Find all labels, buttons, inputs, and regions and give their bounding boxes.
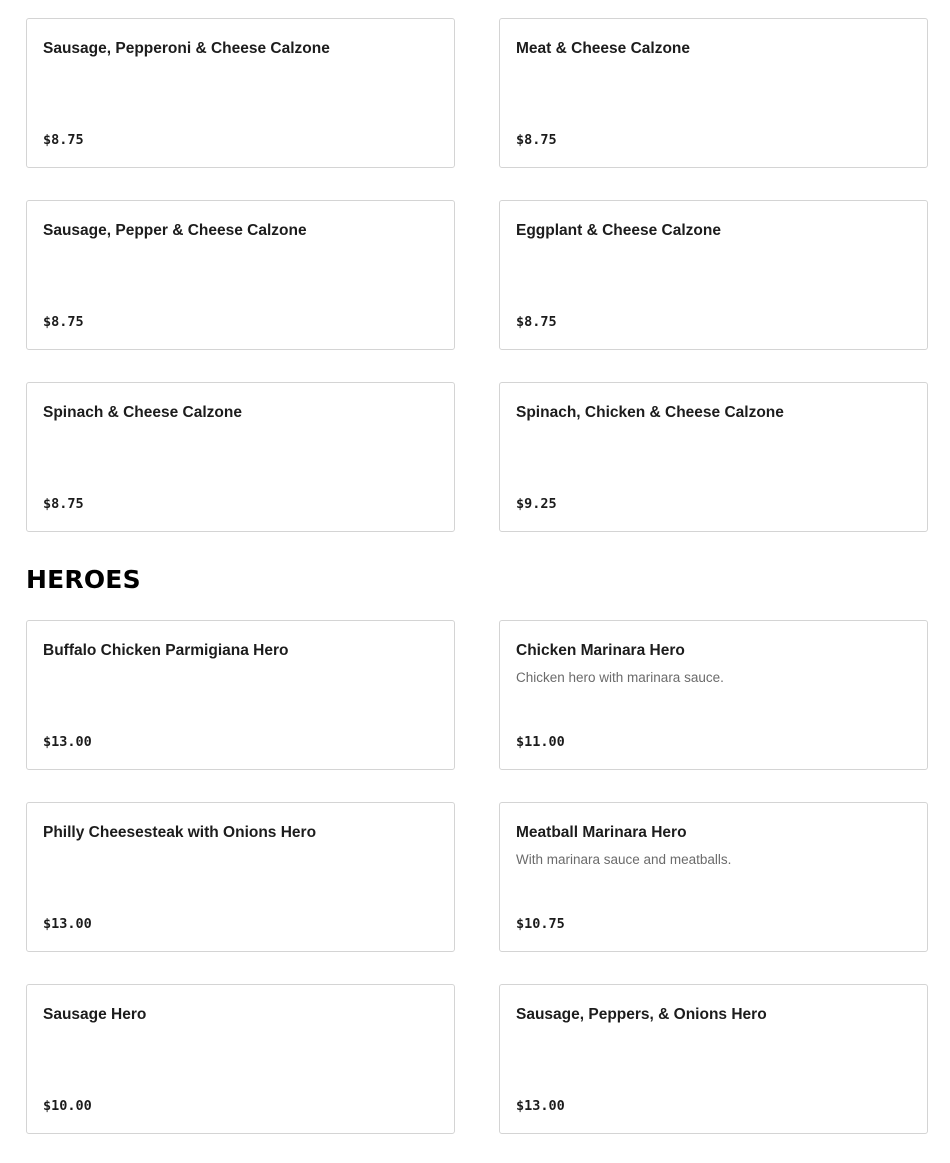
- menu-item-name: Meat & Cheese Calzone: [516, 40, 690, 57]
- menu-item-price: $8.75: [43, 132, 84, 148]
- menu-item-card[interactable]: [499, 802, 928, 952]
- menu-item-card[interactable]: [499, 200, 928, 350]
- menu-item-name: Sausage Hero: [43, 1006, 147, 1023]
- menu-item-card[interactable]: [26, 802, 455, 952]
- menu-item-price: $11.00: [516, 734, 565, 750]
- menu-item-name: Meatball Marinara Hero: [516, 824, 687, 841]
- menu-item-card[interactable]: [26, 200, 455, 350]
- menu-item-card[interactable]: [26, 984, 455, 1134]
- menu-item-price: $8.75: [516, 314, 557, 330]
- menu-item-description: With marinara sauce and meatballs.: [516, 852, 732, 867]
- menu-item-price: $8.75: [516, 132, 557, 148]
- menu-item-card[interactable]: [499, 620, 928, 770]
- menu-item-price: $13.00: [43, 734, 92, 750]
- menu-item-price: $13.00: [516, 1098, 565, 1114]
- menu-item-card[interactable]: [26, 382, 455, 532]
- calzone-menu-grid: [26, 18, 928, 532]
- menu-item-name: Buffalo Chicken Parmigiana Hero: [43, 642, 289, 659]
- menu-item-name: Eggplant & Cheese Calzone: [516, 222, 721, 239]
- menu-item-card[interactable]: [499, 18, 928, 168]
- menu-item-price: $9.25: [516, 496, 557, 512]
- menu-item-description: Chicken hero with marinara sauce.: [516, 670, 724, 685]
- section-title-heroes: HEROES: [26, 565, 141, 594]
- menu-item-price: $8.75: [43, 496, 84, 512]
- menu-item-card[interactable]: [499, 984, 928, 1134]
- menu-item-price: $10.00: [43, 1098, 92, 1114]
- heroes-menu-grid: [26, 620, 928, 1134]
- menu-item-name: Chicken Marinara Hero: [516, 642, 685, 659]
- menu-item-card[interactable]: [499, 382, 928, 532]
- menu-item-name: Sausage, Pepperoni & Cheese Calzone: [43, 40, 330, 57]
- menu-item-card[interactable]: [26, 18, 455, 168]
- menu-item-name: Philly Cheesesteak with Onions Hero: [43, 824, 317, 841]
- menu-item-price: $13.00: [43, 916, 92, 932]
- menu-item-card[interactable]: [26, 620, 455, 770]
- menu-item-price: $8.75: [43, 314, 84, 330]
- menu-item-price: $10.75: [516, 916, 565, 932]
- menu-item-name: Sausage, Pepper & Cheese Calzone: [43, 222, 307, 239]
- menu-item-name: Spinach & Cheese Calzone: [43, 404, 242, 421]
- menu-item-name: Spinach, Chicken & Cheese Calzone: [516, 404, 784, 421]
- menu-item-name: Sausage, Peppers, & Onions Hero: [516, 1006, 767, 1023]
